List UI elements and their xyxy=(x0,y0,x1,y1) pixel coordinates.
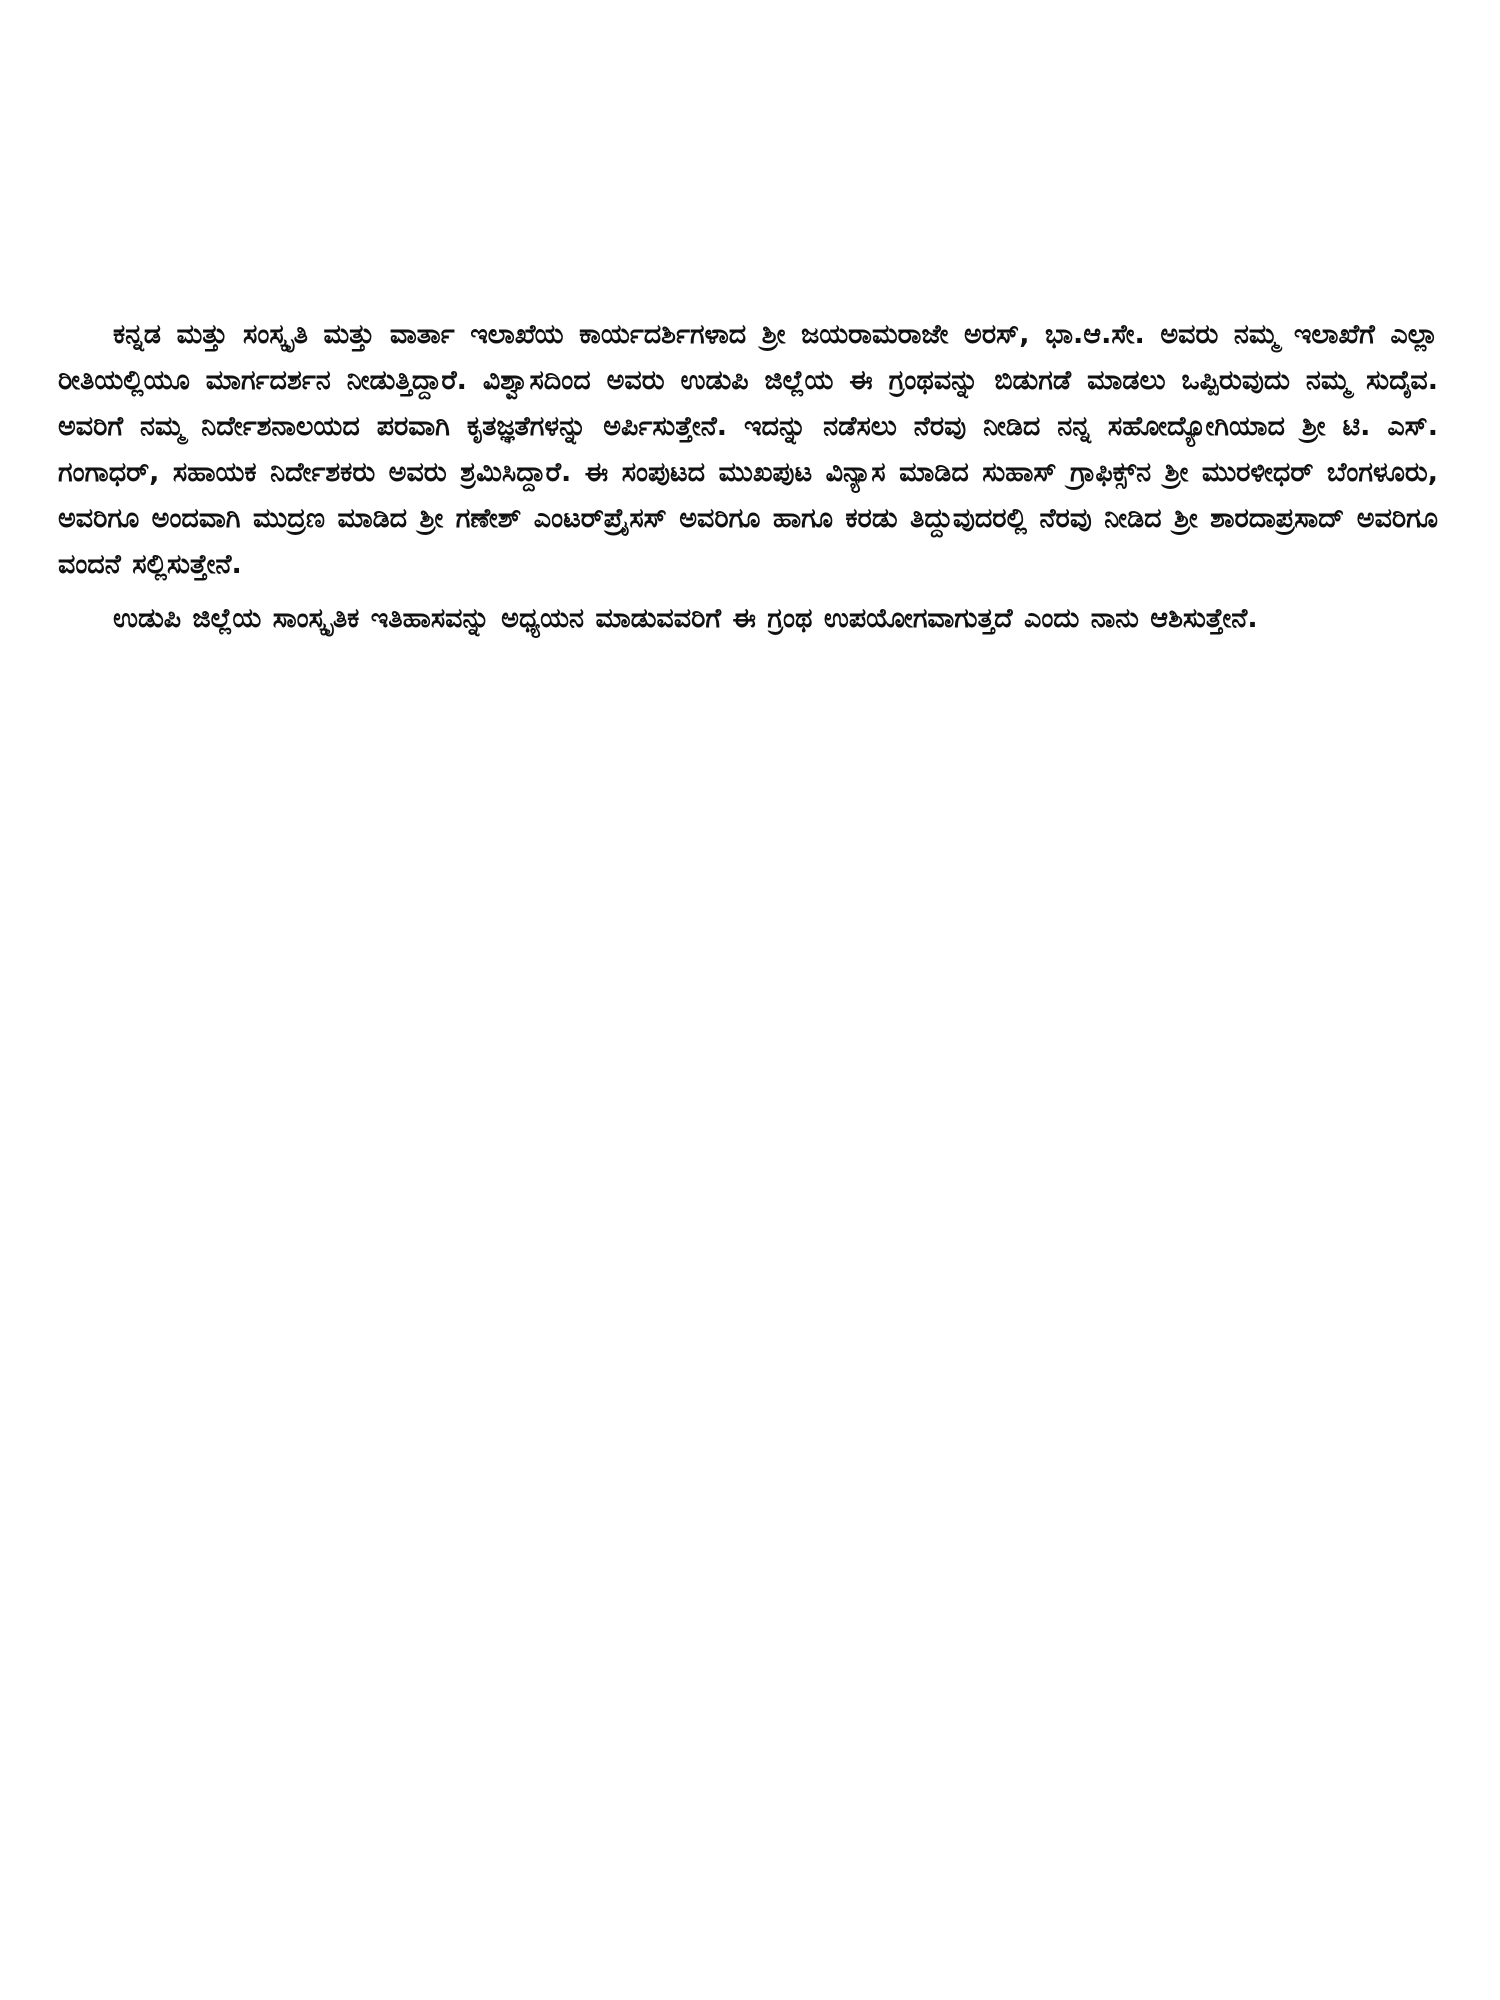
body-text xyxy=(58,312,1438,650)
paragraph-acknowledgements: ಕನ್ನಡ ಮತ್ತು ಸಂಸ್ಕೃತಿ ಮತ್ತು ವಾರ್ತಾ ಇಲಾಖೆಯ ಕಾರ್ಯದರ್ಶಿಗಳಾದ ಶ್ರೀ ಜಯರಾಮರಾಜೇ ಅರಸ್, ಭಾ.ಆ.ಸೇ. ಅವರು ನಮ್ಮ ಇಲಾಖೆಗೆ ಎಲ್ಲಾ ರೀತಿಯಲ್ಲಿಯೂ ಮಾರ್ಗದರ್ಶನ ನೀಡುತ್ತಿದ್ದಾರೆ. ವಿಶ್ವಾಸದಿಂದ ಅವರು ಉಡುಪಿ ಜಿಲ್ಲೆಯ ಈ ಗ್ರಂಥವನ್ನು ಬಿಡುಗಡೆ ಮಾಡಲು ಒಪ್ಪಿರುವುದು ನಮ್ಮ ಸುದೈವ. ಅವರಿಗೆ ನಮ್ಮ ನಿರ್ದೇಶನಾಲಯದ ಪರವಾಗಿ ಕೃತಜ್ಞತೆಗಳನ್ನು ಅರ್ಪಿಸುತ್ತೇನೆ. ಇದನ್ನು ನಡೆಸಲು ನೆರವು ನೀಡಿದ ನನ್ನ ಸಹೋದ್ಯೋಗಿಯಾದ ಶ್ರೀ ಟಿ. ಎಸ್. ಗಂಗಾಧರ್, ಸಹಾಯಕ ನಿರ್ದೇಶಕರು ಅವರು ಶ್ರಮಿಸಿದ್ದಾರೆ. ಈ ಸಂಪುಟದ ಮುಖಪುಟ ವಿನ್ಯಾಸ ಮಾಡಿದ ಸುಹಾಸ್ ಗ್ರಾಫಿಕ್ಸ್‌ನ ಶ್ರೀ ಮುರಳೀಧರ್ ಬೆಂಗಳೂರು, ಅವರಿಗೂ ಅಂದವಾಗಿ ಮುದ್ರಣ ಮಾಡಿದ ಶ್ರೀ ಗಣೇಶ್ ಎಂಟರ್‌ಪ್ರೈಸಸ್ ಅವರಿಗೂ ಹಾಗೂ ಕರಡು ತಿದ್ದುವುದರಲ್ಲಿ ನೆರವು ನೀಡಿದ ಶ್ರೀ ಶಾರದಾಪ್ರಸಾದ್ ಅವರಿಗೂ ವಂದನೆ ಸಲ್ಲಿಸುತ್ತೇನೆ. xyxy=(58,319,1438,580)
paragraph-closing-wish: ಉಡುಪಿ ಜಿಲ್ಲೆಯ ಸಾಂಸ್ಕೃತಿಕ ಇತಿಹಾಸವನ್ನು ಅಧ್ಯಯನ ಮಾಡುವವರಿಗೆ ಈ ಗ್ರಂಥ ಉಪಯೋಗವಾಗುತ್ತದೆ ಎಂದು ನಾನು ಆಶಿಸುತ್ತೇನೆ. xyxy=(113,603,1258,634)
